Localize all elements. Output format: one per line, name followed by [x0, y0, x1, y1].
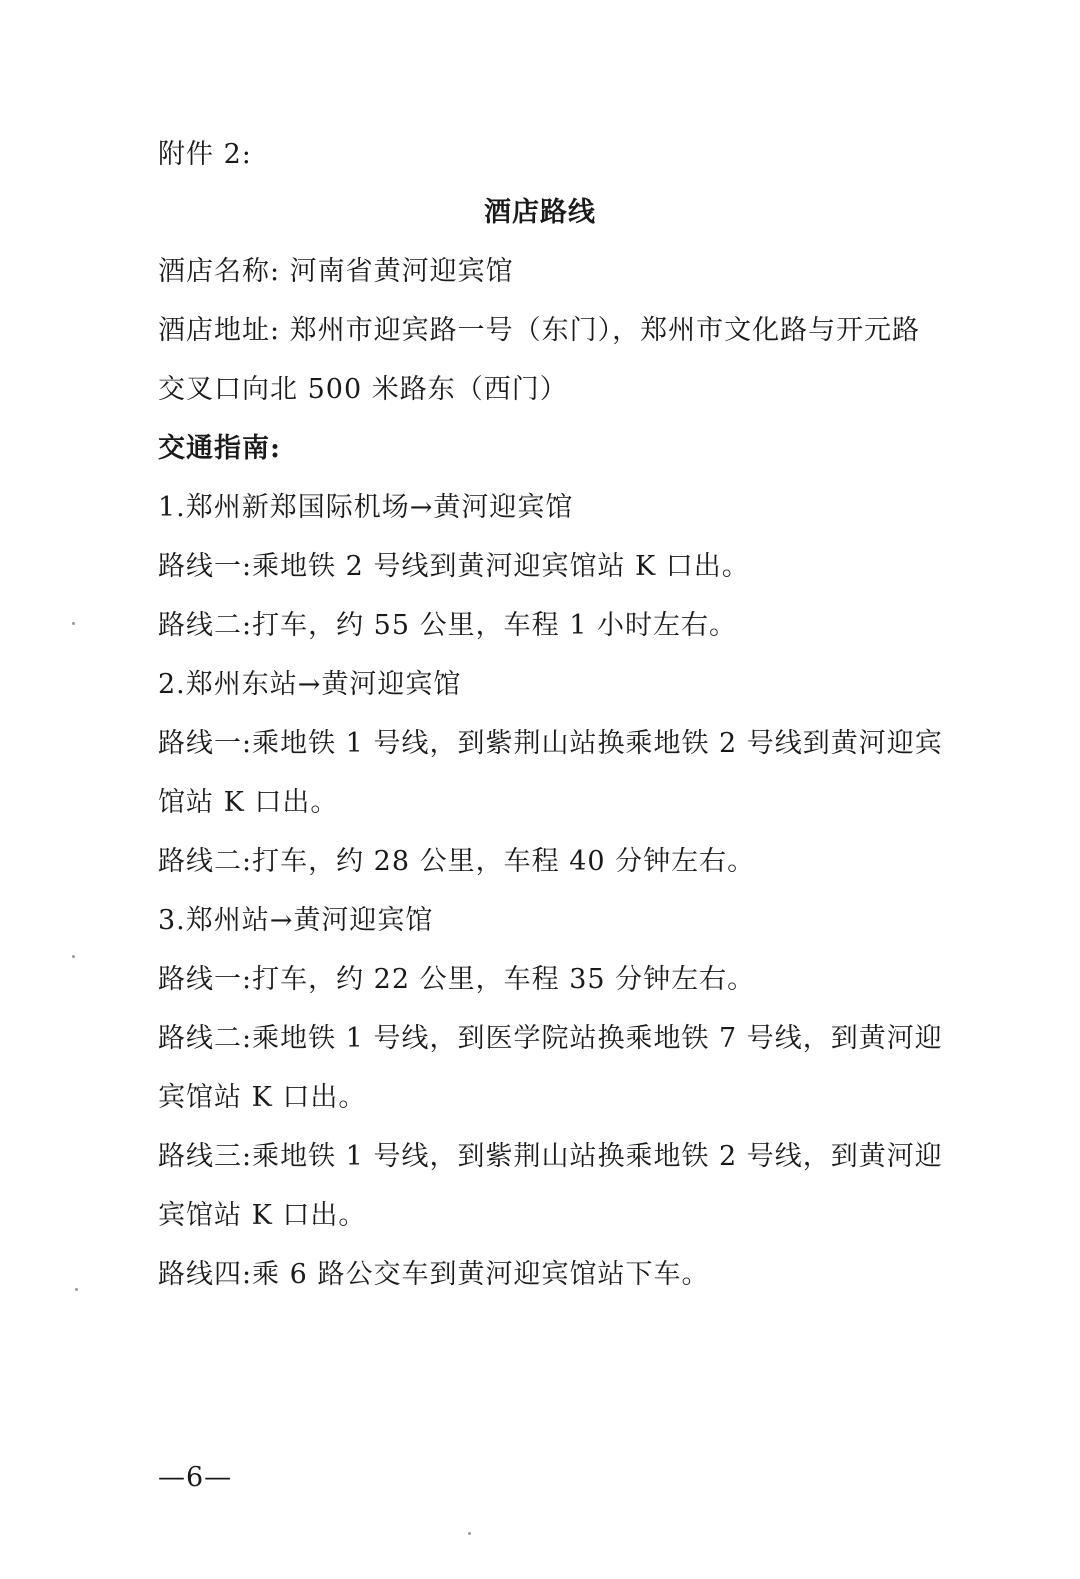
scan-speck — [75, 1288, 78, 1291]
scan-speck — [72, 622, 75, 625]
hotel-name: 酒店名称: 河南省黄河迎宾馆 — [158, 256, 514, 287]
section-2-route-2: 路线二:打车，约 28 公里，车程 40 分钟左右。 — [158, 846, 756, 877]
hotel-address-line2: 交叉口向北 500 米路东（西门） — [158, 374, 568, 405]
section-2-heading: 2.郑州东站→黄河迎宾馆 — [158, 669, 462, 700]
section-3-heading: 3.郑州站→黄河迎宾馆 — [158, 905, 434, 936]
document-title: 酒店路线 — [484, 197, 596, 228]
section-3-route-3-line2: 宾馆站 K 口出。 — [158, 1200, 367, 1231]
section-2-route-1-line1: 路线一:乘地铁 1 号线，到紫荆山站换乘地铁 2 号线到黄河迎宾 — [158, 728, 943, 759]
section-1-route-1: 路线一:乘地铁 2 号线到黄河迎宾馆站 K 口出。 — [158, 551, 750, 582]
section-3-route-1: 路线一:打车，约 22 公里，车程 35 分钟左右。 — [158, 964, 756, 995]
attachment-label: 附件 2: — [158, 139, 252, 170]
scan-speck — [72, 955, 75, 958]
page-number: —6— — [158, 1462, 233, 1493]
hotel-address-line1: 酒店地址: 郑州市迎宾路一号（东门），郑州市文化路与开元路 — [158, 315, 921, 346]
section-3-route-4: 路线四:乘 6 路公交车到黄河迎宾馆站下车。 — [158, 1259, 710, 1290]
scan-speck — [468, 1532, 471, 1535]
section-3-route-2-line1: 路线二:乘地铁 1 号线，到医学院站换乘地铁 7 号线，到黄河迎 — [158, 1023, 943, 1054]
traffic-guide-heading: 交通指南: — [158, 433, 281, 464]
section-3-route-2-line2: 宾馆站 K 口出。 — [158, 1082, 367, 1113]
section-1-heading: 1.郑州新郑国际机场→黄河迎宾馆 — [158, 492, 574, 523]
section-2-route-1-line2: 馆站 K 口出。 — [158, 787, 339, 818]
section-1-route-2: 路线二:打车，约 55 公里，车程 1 小时左右。 — [158, 610, 737, 641]
section-3-route-3-line1: 路线三:乘地铁 1 号线，到紫荆山站换乘地铁 2 号线，到黄河迎 — [158, 1141, 943, 1172]
